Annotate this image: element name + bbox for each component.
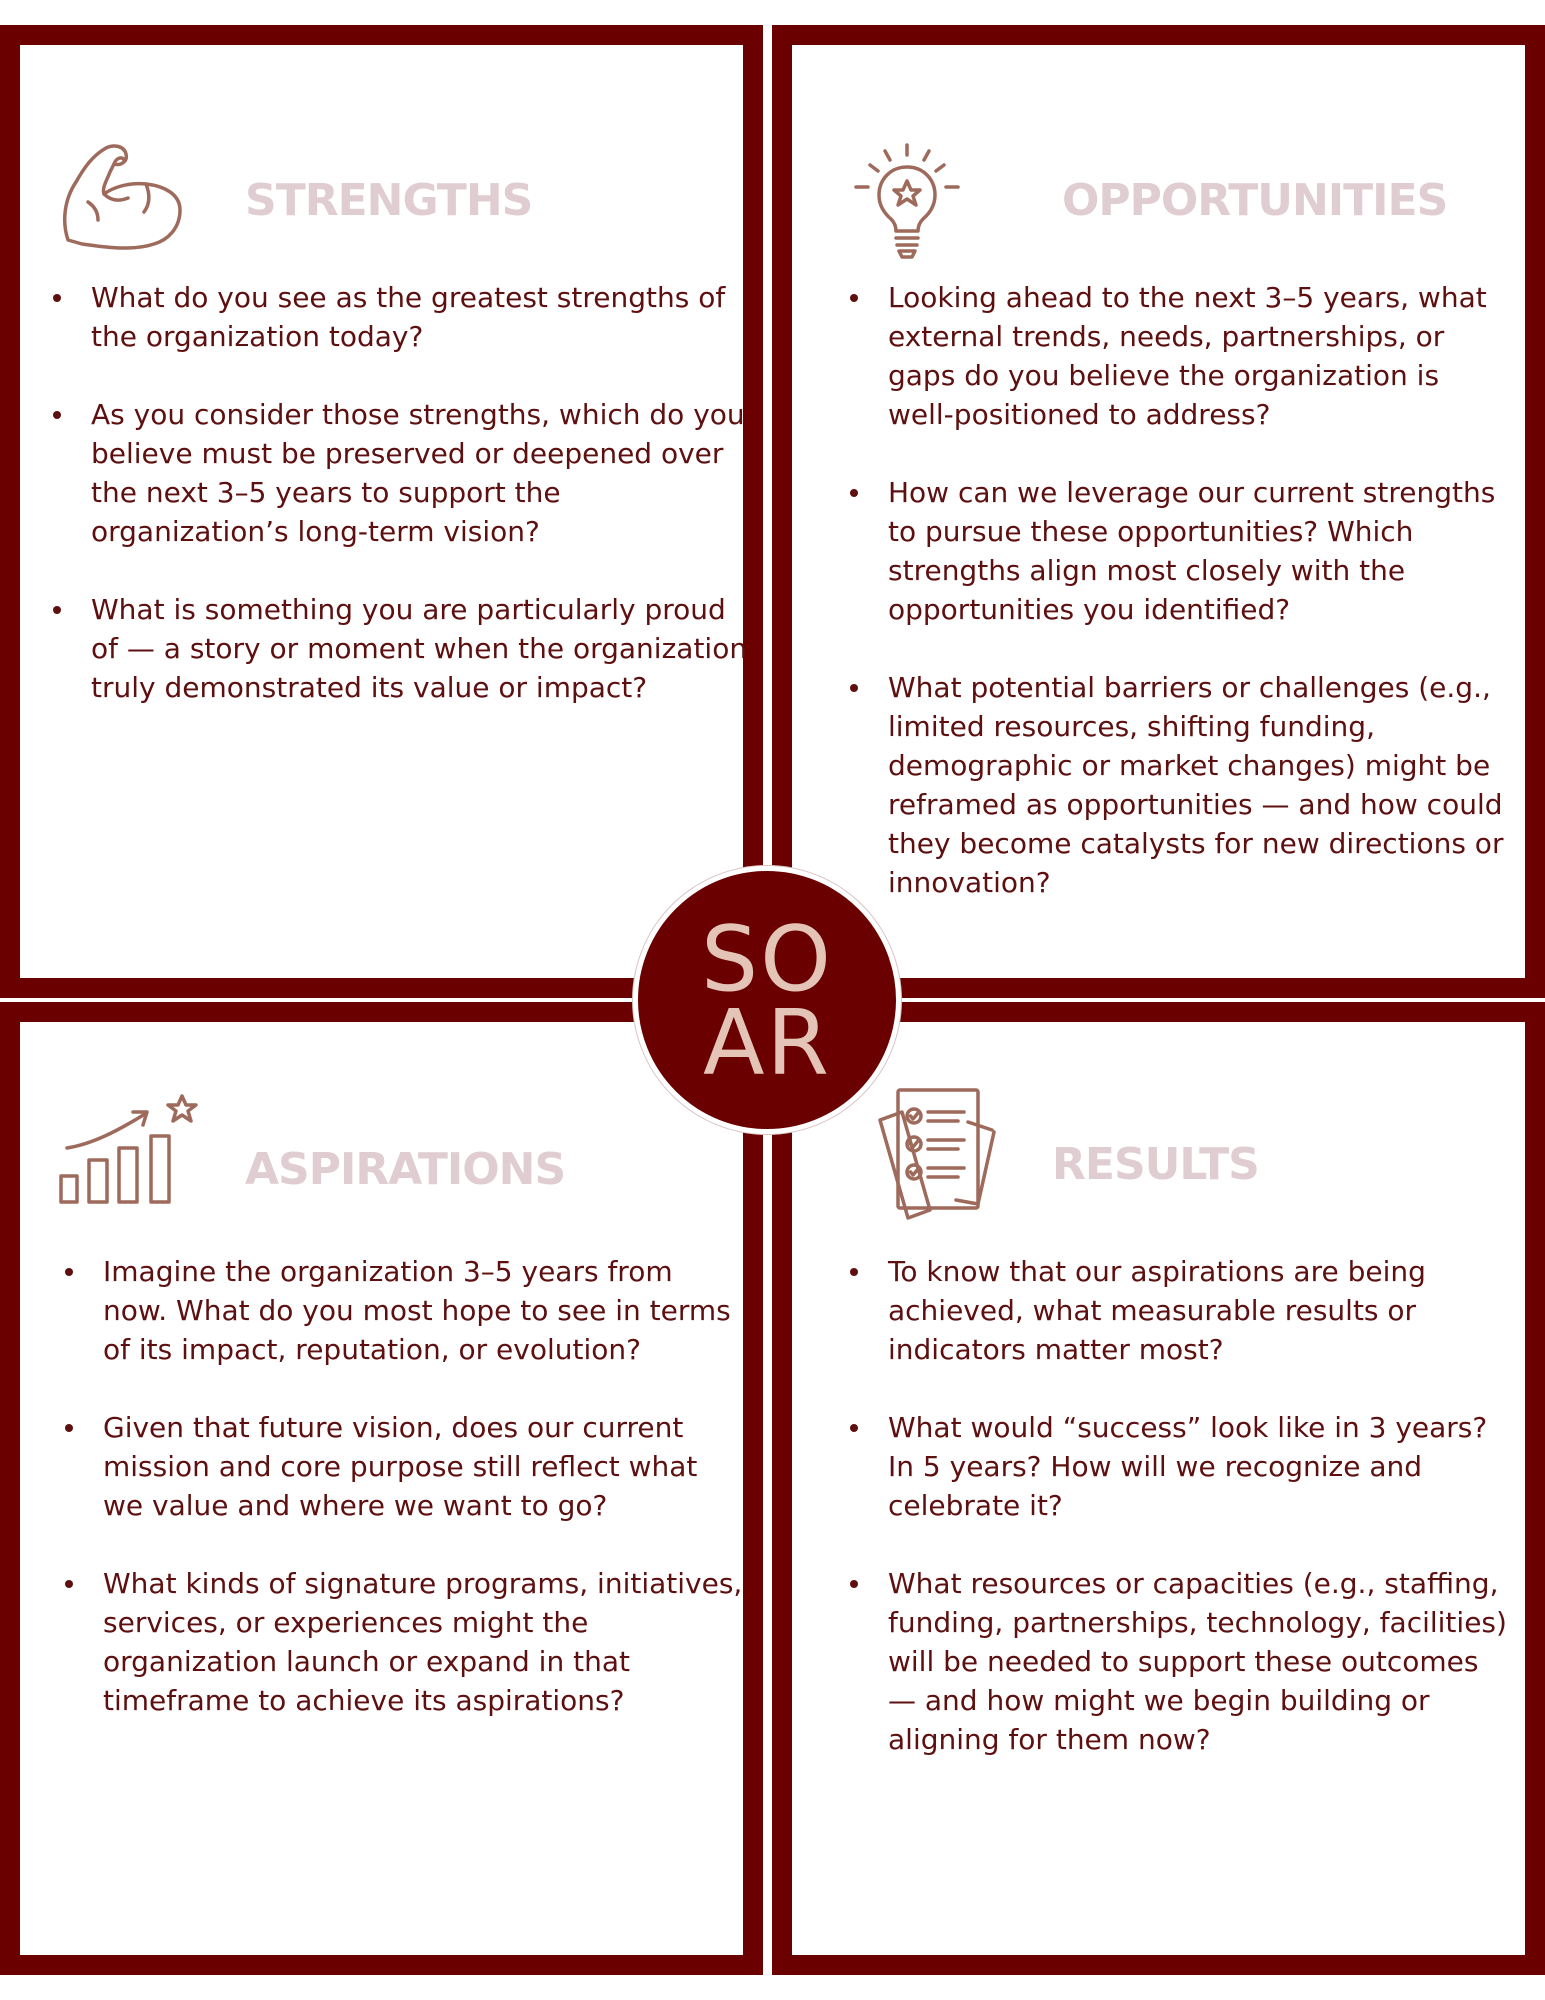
- opportunities-question-list: [850, 278, 1510, 941]
- list-item: Given that future vision, does our current mission and core purpose still reflect what we value and where we want to go?: [65, 1408, 745, 1525]
- list-item: To know that our aspirations are being achieved, what measurable results or indicators matter most?: [850, 1252, 1510, 1369]
- aspirations-panel: [0, 1002, 763, 1975]
- list-item: How can we leverage our current strengths to pursue these opportunities? Which strengths align most closely with the opportunities you identified?: [850, 473, 1510, 629]
- strengths-title: STRENGTHS: [245, 175, 533, 226]
- soar-center-badge: [633, 866, 901, 1134]
- opportunities-title: OPPORTUNITIES: [1062, 175, 1448, 226]
- strengths-question-list: [53, 278, 753, 746]
- soar-badge-line-2: AR: [702, 991, 832, 1096]
- list-item: What potential barriers or challenges (e.g., limited resources, shifting funding, demographic or market changes) might be reframed as opportunities — and how could they become catalysts for new directions or innovation?: [850, 668, 1510, 902]
- growth-chart-star-icon: [57, 1092, 207, 1207]
- opportunities-panel: [772, 25, 1545, 998]
- results-question-list: [850, 1252, 1510, 1798]
- list-item: What resources or capacities (e.g., staffing, funding, partnerships, technology, facilities) will be needed to support these outcomes — and how might we begin building or aligning for them now?: [850, 1564, 1510, 1759]
- list-item: Imagine the organization 3–5 years from now. What do you most hope to see in terms of its impact, reputation, or evolution?: [65, 1252, 745, 1369]
- list-item: What is something you are particularly proud of — a story or moment when the organization truly demonstrated its value or impact?: [53, 590, 753, 707]
- results-panel: [772, 1002, 1545, 1975]
- list-item: What do you see as the greatest strengths of the organization today?: [53, 278, 753, 356]
- list-item: What would “success” look like in 3 years? In 5 years? How will we recognize and celebrate it?: [850, 1408, 1510, 1525]
- lightbulb-star-icon: [852, 143, 962, 263]
- list-item: What kinds of signature programs, initiatives, services, or experiences might the organization launch or expand in that timeframe to achieve its aspirations?: [65, 1564, 745, 1720]
- checklist-clipboard-icon: [872, 1082, 1002, 1222]
- list-item: As you consider those strengths, which do you believe must be preserved or deepened over the next 3–5 years to support the organization’s long-term vision?: [53, 395, 753, 551]
- flexed-arm-icon: [58, 142, 186, 254]
- strengths-panel: [0, 25, 763, 998]
- list-item: Looking ahead to the next 3–5 years, what external trends, needs, partnerships, or gaps do you believe the organization is well-positioned to address?: [850, 278, 1510, 434]
- aspirations-question-list: [65, 1252, 745, 1759]
- results-title: RESULTS: [1052, 1139, 1259, 1190]
- soar-badge-line-1: SO: [701, 907, 833, 1012]
- aspirations-title: ASPIRATIONS: [245, 1144, 566, 1195]
